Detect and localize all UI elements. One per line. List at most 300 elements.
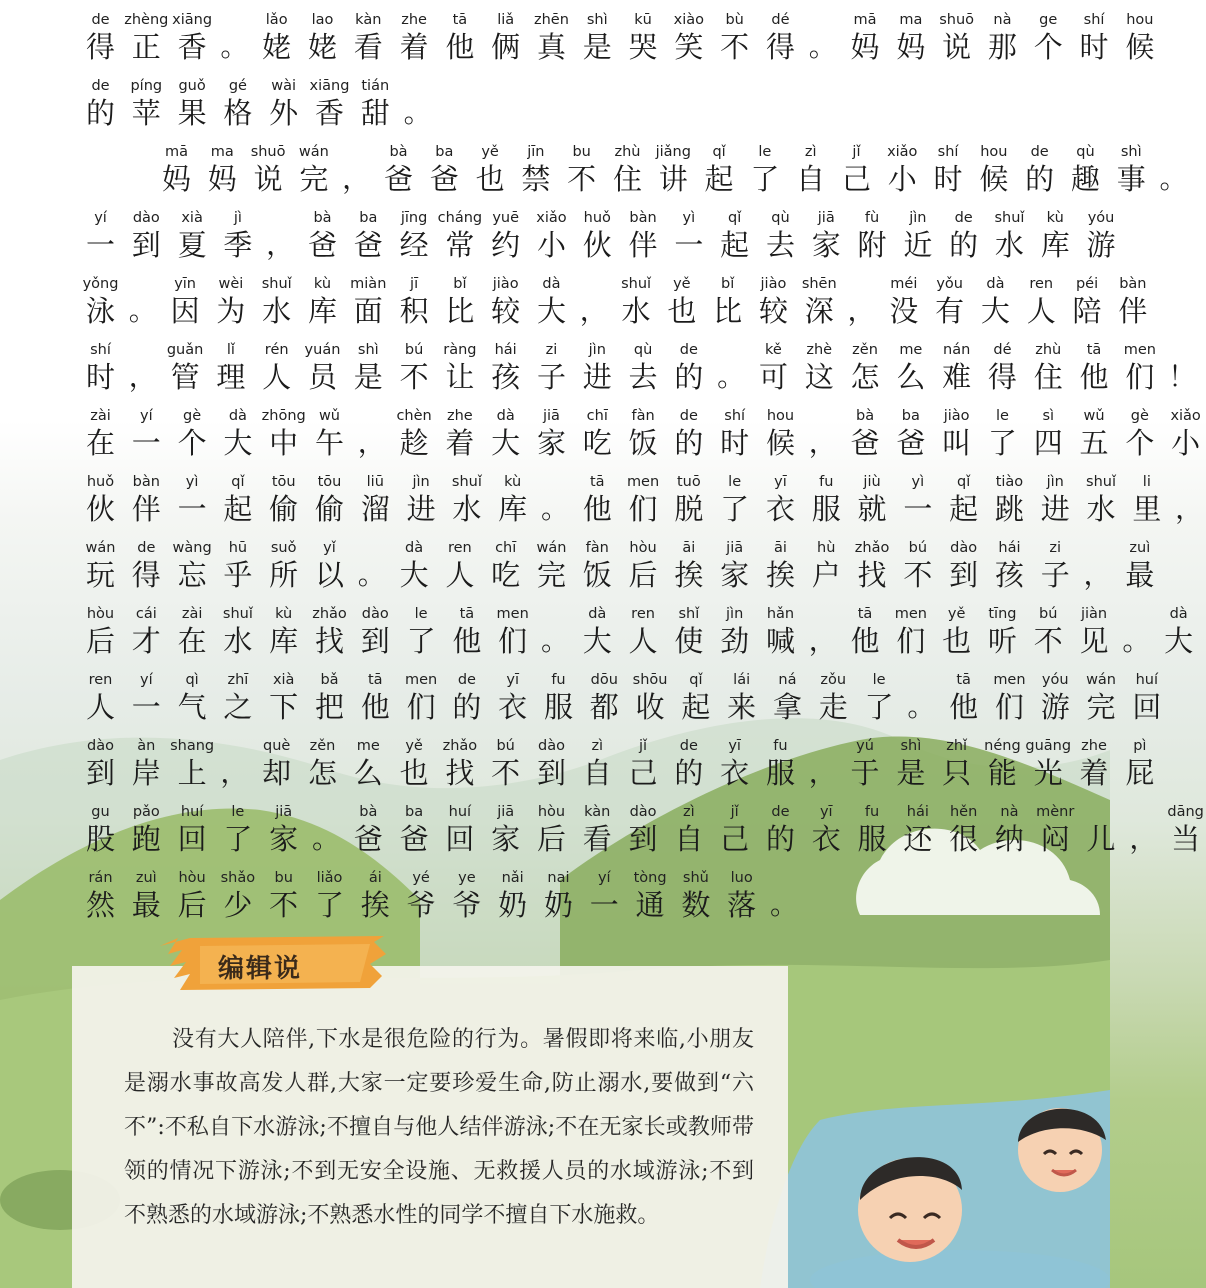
character-with-pinyin <box>714 538 755 592</box>
hanzi: 不 <box>1033 624 1063 658</box>
pinyin: píng <box>130 78 163 94</box>
pinyin: hòu <box>86 606 115 622</box>
hanzi: 纳 <box>994 822 1024 856</box>
pinyin: bǐ <box>721 276 735 292</box>
character-with-pinyin <box>806 472 847 526</box>
hanzi: 伙 <box>582 228 612 262</box>
pinyin: guāng <box>1025 738 1072 754</box>
character-with-pinyin <box>753 340 794 394</box>
pinyin: de <box>91 78 110 94</box>
hanzi: 那 <box>987 30 1017 64</box>
pinyin: men <box>404 672 438 688</box>
hanzi: 在 <box>85 426 115 460</box>
character-with-pinyin <box>355 670 396 724</box>
hanzi: 得 <box>765 30 795 64</box>
hanzi: 起 <box>681 690 711 724</box>
pinyin: kù <box>1046 210 1064 226</box>
character-with-pinyin <box>616 274 657 328</box>
hanzi: 员 <box>307 360 337 394</box>
hanzi: 儿 <box>1086 822 1116 856</box>
hanzi: 进 <box>582 360 612 394</box>
character-with-pinyin <box>210 340 251 394</box>
character-with-pinyin <box>80 538 121 592</box>
hanzi: 闷 <box>1040 822 1070 856</box>
hanzi: ， <box>808 624 837 657</box>
hanzi: 大 <box>1164 624 1194 658</box>
pinyin: xiāng <box>309 78 350 94</box>
character-with-pinyin <box>760 604 801 658</box>
hanzi: 衣 <box>498 690 528 724</box>
hanzi: 子 <box>1040 558 1070 592</box>
hanzi: ， <box>128 360 157 393</box>
hanzi: 较 <box>491 294 521 328</box>
hanzi: 的 <box>85 96 115 130</box>
pinyin: bà <box>359 804 378 820</box>
pinyin: dà <box>496 408 515 424</box>
hanzi: 中 <box>269 426 299 460</box>
pinyin: kù <box>504 474 522 490</box>
pinyin: gu <box>91 804 110 820</box>
character-with-pinyin <box>668 538 709 592</box>
hanzi: 一 <box>674 228 704 262</box>
hanzi: 拿 <box>772 690 802 724</box>
pinyin: men <box>626 474 660 490</box>
pinyin: jī <box>410 276 419 292</box>
character-with-pinyin <box>80 406 121 460</box>
hanzi: 看 <box>353 30 383 64</box>
pinyin: shǐ <box>678 606 700 622</box>
hanzi: 五 <box>1079 426 1109 460</box>
hanzi: 就 <box>857 492 887 526</box>
character-with-pinyin <box>378 142 419 196</box>
character-with-pinyin <box>973 142 1014 196</box>
pinyin: shuǐ <box>994 210 1025 226</box>
hanzi: 听 <box>987 624 1017 658</box>
character-with-pinyin <box>202 142 243 196</box>
pinyin: huǒ <box>86 474 115 490</box>
pinyin: tōu <box>271 474 296 490</box>
character-with-pinyin <box>256 340 297 394</box>
story-line <box>80 10 1155 76</box>
story-line <box>80 142 1188 208</box>
pinyin: nà <box>1000 804 1019 820</box>
hanzi: 水 <box>262 294 292 328</box>
pinyin: mā <box>853 12 877 28</box>
character-with-pinyin <box>263 538 304 592</box>
pinyin: bà <box>856 408 875 424</box>
pinyin: yě <box>673 276 691 292</box>
hanzi: 。 <box>403 96 432 129</box>
pinyin: men <box>1123 342 1156 358</box>
character-with-pinyin <box>975 274 1016 328</box>
character-with-pinyin <box>806 208 847 262</box>
pinyin: ba <box>435 144 454 160</box>
pinyin: hái <box>998 540 1021 556</box>
character-with-pinyin <box>80 340 121 394</box>
hanzi: 服 <box>543 690 573 724</box>
hanzi: 家 <box>269 822 299 856</box>
pinyin: zhù <box>614 144 641 160</box>
hanzi: 一 <box>177 492 207 526</box>
hanzi: 家 <box>491 822 521 856</box>
pinyin: lǐ <box>226 342 235 358</box>
character-with-pinyin <box>943 208 984 262</box>
hanzi: 落 <box>727 888 757 922</box>
hanzi: 爸 <box>850 426 880 460</box>
hanzi: 他 <box>1079 360 1109 394</box>
hanzi: 大 <box>491 426 521 460</box>
hanzi: 一 <box>589 888 619 922</box>
pinyin: yì <box>911 474 925 490</box>
pinyin: de <box>954 210 973 226</box>
character-with-pinyin <box>1035 670 1076 724</box>
pinyin: shì <box>1120 144 1142 160</box>
pinyin: zǒu <box>820 672 847 688</box>
hanzi: 外 <box>269 96 299 130</box>
punctuation <box>538 604 572 658</box>
character-with-pinyin <box>293 142 334 196</box>
hanzi: 偷 <box>314 492 344 526</box>
hanzi: 了 <box>223 822 253 856</box>
pinyin: zhōng <box>261 408 306 424</box>
hanzi: 也 <box>399 756 429 790</box>
hanzi: 们 <box>994 690 1024 724</box>
hanzi: 小 <box>1171 426 1201 460</box>
hanzi: 得 <box>987 360 1017 394</box>
pinyin: kù <box>313 276 332 292</box>
character-with-pinyin <box>668 208 709 262</box>
hanzi: 甜 <box>360 96 390 130</box>
hanzi: 伙 <box>85 492 115 526</box>
pinyin: yuē <box>492 210 520 226</box>
character-with-pinyin <box>355 76 396 130</box>
character-with-pinyin <box>80 670 121 724</box>
hanzi: 了 <box>720 492 750 526</box>
hanzi: 事 <box>1116 162 1146 196</box>
character-with-pinyin <box>531 802 572 856</box>
hanzi: 们 <box>406 690 436 724</box>
hanzi: 以 <box>314 558 344 592</box>
hanzi: 库 <box>269 624 299 658</box>
character-with-pinyin <box>982 10 1023 64</box>
pinyin: hěn <box>949 804 978 820</box>
character-with-pinyin <box>1119 538 1160 592</box>
character-with-pinyin <box>439 274 480 328</box>
hanzi: 起 <box>720 228 750 262</box>
hanzi: 里 <box>1132 492 1162 526</box>
hanzi: 说 <box>253 162 283 196</box>
hanzi: 了 <box>406 624 436 658</box>
pinyin: dà <box>588 606 607 622</box>
hanzi: 。 <box>907 690 936 723</box>
pinyin: jīn <box>527 144 545 160</box>
hanzi: 起 <box>949 492 979 526</box>
pinyin: méi <box>890 276 918 292</box>
pinyin: de <box>1030 144 1049 160</box>
pinyin: tòng <box>633 870 667 886</box>
hanzi: 走 <box>818 690 848 724</box>
character-with-pinyin <box>126 736 167 790</box>
hanzi: 光 <box>1033 756 1063 790</box>
pinyin: zhèng <box>124 12 169 28</box>
story-line <box>80 604 1194 670</box>
hanzi: 午 <box>314 426 344 460</box>
hanzi: 候 <box>1125 30 1155 64</box>
pinyin: fu <box>551 672 566 688</box>
hanzi: 少 <box>223 888 253 922</box>
hanzi: 到 <box>360 624 390 658</box>
hanzi: 。 <box>540 492 569 525</box>
character-with-pinyin <box>577 604 618 658</box>
character-with-pinyin <box>661 274 702 328</box>
pinyin: tā <box>956 672 971 688</box>
pinyin: dé <box>771 12 790 28</box>
hanzi: 爷 <box>452 888 482 922</box>
character-with-pinyin <box>217 76 258 130</box>
hanzi: 库 <box>1040 228 1070 262</box>
character-with-pinyin <box>668 802 709 856</box>
character-with-pinyin <box>714 406 755 460</box>
pinyin: hái <box>494 342 517 358</box>
hanzi: 一 <box>85 228 115 262</box>
punctuation <box>126 340 160 394</box>
hanzi: 于 <box>850 756 880 790</box>
pinyin: le <box>231 804 245 820</box>
hanzi: 。 <box>128 294 157 327</box>
pinyin: yí <box>139 408 153 424</box>
pinyin: de <box>457 672 476 688</box>
hanzi: 完 <box>299 162 329 196</box>
hanzi: 衣 <box>811 822 841 856</box>
character-with-pinyin <box>165 340 206 394</box>
hanzi: 饭 <box>628 426 658 460</box>
character-with-pinyin <box>485 736 526 790</box>
pinyin: dào <box>537 738 565 754</box>
hanzi: 让 <box>445 360 475 394</box>
pinyin: lái <box>733 672 751 688</box>
hanzi: 。 <box>357 558 386 591</box>
character-with-pinyin <box>630 670 671 724</box>
character-with-pinyin <box>394 736 435 790</box>
character-with-pinyin <box>668 604 709 658</box>
pinyin: ràng <box>443 342 477 358</box>
pinyin: shì <box>900 738 922 754</box>
pinyin: suǒ <box>270 540 297 556</box>
hanzi: 了 <box>864 690 894 724</box>
hanzi: 大 <box>399 558 429 592</box>
character-with-pinyin <box>531 736 572 790</box>
hanzi: 格 <box>223 96 253 130</box>
pinyin: chī <box>495 540 517 556</box>
hanzi: 得 <box>131 558 161 592</box>
character-with-pinyin <box>172 604 213 658</box>
pinyin: jiā <box>817 210 835 226</box>
character-with-pinyin <box>1019 142 1060 196</box>
pinyin: nà <box>993 12 1012 28</box>
character-with-pinyin <box>126 604 167 658</box>
character-with-pinyin <box>1074 604 1115 658</box>
hanzi: 当 <box>1171 822 1201 856</box>
punctuation <box>1081 538 1115 592</box>
pinyin: gè <box>1130 408 1149 424</box>
punctuation <box>355 538 389 592</box>
character-with-pinyin <box>852 208 893 262</box>
character-with-pinyin <box>394 340 435 394</box>
hanzi: 一 <box>903 492 933 526</box>
character-with-pinyin <box>302 340 343 394</box>
hanzi: 己 <box>841 162 871 196</box>
hanzi: 数 <box>681 888 711 922</box>
character-with-pinyin <box>439 538 480 592</box>
hanzi: 禁 <box>521 162 551 196</box>
pinyin: huí <box>1135 672 1159 688</box>
pinyin: yí <box>94 210 107 226</box>
pinyin: tā <box>589 474 605 490</box>
character-with-pinyin <box>1065 142 1106 196</box>
character-with-pinyin <box>1119 10 1160 64</box>
hanzi: 水 <box>223 624 253 658</box>
hanzi: 饭 <box>582 558 612 592</box>
pinyin: bàn <box>132 474 160 490</box>
character-with-pinyin <box>263 76 304 130</box>
character-with-pinyin <box>943 538 984 592</box>
pinyin: kàn <box>584 804 611 820</box>
character-with-pinyin <box>890 10 931 64</box>
hanzi: 可 <box>758 360 788 394</box>
pinyin: shí <box>1083 12 1105 28</box>
character-with-pinyin <box>982 406 1023 460</box>
hanzi: 不 <box>399 360 429 394</box>
pinyin: guǎn <box>166 342 204 358</box>
pinyin: tā <box>459 606 475 622</box>
character-with-pinyin <box>424 142 465 196</box>
hanzi: 库 <box>307 294 337 328</box>
pinyin: me <box>899 342 923 358</box>
pinyin: tuō <box>676 474 701 490</box>
hanzi: 人 <box>85 690 115 724</box>
pinyin: miàn <box>350 276 387 292</box>
character-with-pinyin <box>309 76 350 130</box>
hanzi: 岸 <box>131 756 161 790</box>
character-with-pinyin <box>485 538 526 592</box>
hanzi: 上 <box>177 756 207 790</box>
pinyin: hù <box>817 540 836 556</box>
pinyin: yuán <box>304 342 341 358</box>
character-with-pinyin <box>172 208 213 262</box>
pinyin: hou <box>1126 12 1154 28</box>
character-with-pinyin <box>401 868 442 922</box>
hanzi: 候 <box>979 162 1009 196</box>
pinyin: mā <box>164 144 188 160</box>
character-with-pinyin <box>760 10 801 64</box>
character-with-pinyin <box>80 604 121 658</box>
pinyin: ma <box>899 12 923 28</box>
hanzi: 气 <box>177 690 207 724</box>
pinyin: yī <box>774 474 787 490</box>
character-with-pinyin <box>760 406 801 460</box>
character-with-pinyin <box>217 670 258 724</box>
punctuation <box>1165 340 1199 394</box>
character-with-pinyin <box>928 142 969 196</box>
pinyin: hòu <box>178 870 206 886</box>
character-with-pinyin <box>485 406 526 460</box>
hanzi: 水 <box>1086 492 1116 526</box>
hanzi: 孩 <box>491 360 521 394</box>
pinyin: shang <box>170 738 215 754</box>
hanzi: 近 <box>903 228 933 262</box>
character-with-pinyin <box>217 802 258 856</box>
pinyin: jīng <box>400 210 428 226</box>
character-with-pinyin <box>623 604 664 658</box>
hanzi: 服 <box>811 492 841 526</box>
pinyin: ge <box>1039 12 1058 28</box>
hanzi: 的 <box>452 690 482 724</box>
character-with-pinyin <box>675 670 716 724</box>
character-with-pinyin <box>936 604 977 658</box>
hanzi: 大 <box>980 294 1010 328</box>
pinyin: tā <box>367 672 383 688</box>
pinyin: yǐ <box>323 540 336 556</box>
pinyin: hòu <box>629 540 657 556</box>
character-with-pinyin <box>348 10 389 64</box>
pinyin: zhǐ <box>946 738 968 754</box>
punctuation <box>263 208 297 262</box>
hanzi: 妈 <box>850 30 880 64</box>
hanzi: 叫 <box>942 426 972 460</box>
pinyin: yě <box>405 738 423 754</box>
hanzi: 回 <box>177 822 207 856</box>
pinyin: wán <box>1086 672 1116 688</box>
hanzi: 不 <box>567 162 597 196</box>
character-with-pinyin <box>217 538 258 592</box>
hanzi: 所 <box>269 558 299 592</box>
pinyin: rán <box>88 870 113 886</box>
hanzi: 俩 <box>491 30 521 64</box>
character-with-pinyin <box>852 802 893 856</box>
hanzi: 见 <box>1079 624 1109 658</box>
hanzi: 管 <box>170 360 200 394</box>
character-with-pinyin <box>172 736 213 790</box>
hanzi: 也 <box>667 294 697 328</box>
pinyin: shí <box>724 408 746 424</box>
hanzi: 妈 <box>896 30 926 64</box>
hanzi: 面 <box>353 294 383 328</box>
character-with-pinyin <box>256 736 297 790</box>
character-with-pinyin <box>1119 736 1160 790</box>
character-with-pinyin <box>348 802 389 856</box>
pinyin: tā <box>857 606 873 622</box>
hanzi: 去 <box>628 360 658 394</box>
pinyin: dà <box>228 408 247 424</box>
character-with-pinyin <box>172 538 213 592</box>
pinyin: zuì <box>1129 540 1151 556</box>
pinyin: fàn <box>585 540 609 556</box>
character-with-pinyin <box>753 274 794 328</box>
character-with-pinyin <box>623 406 664 460</box>
hanzi: 屁 <box>1125 756 1155 790</box>
hanzi: 真 <box>536 30 566 64</box>
hanzi: 比 <box>713 294 743 328</box>
character-with-pinyin <box>126 472 167 526</box>
character-with-pinyin <box>845 406 886 460</box>
pinyin: yě <box>481 144 499 160</box>
hanzi: 是 <box>582 30 612 64</box>
punctuation <box>538 472 572 526</box>
character-with-pinyin <box>1111 142 1152 196</box>
character-with-pinyin <box>1165 802 1206 856</box>
hanzi: 收 <box>635 690 665 724</box>
hanzi: 找 <box>857 558 887 592</box>
